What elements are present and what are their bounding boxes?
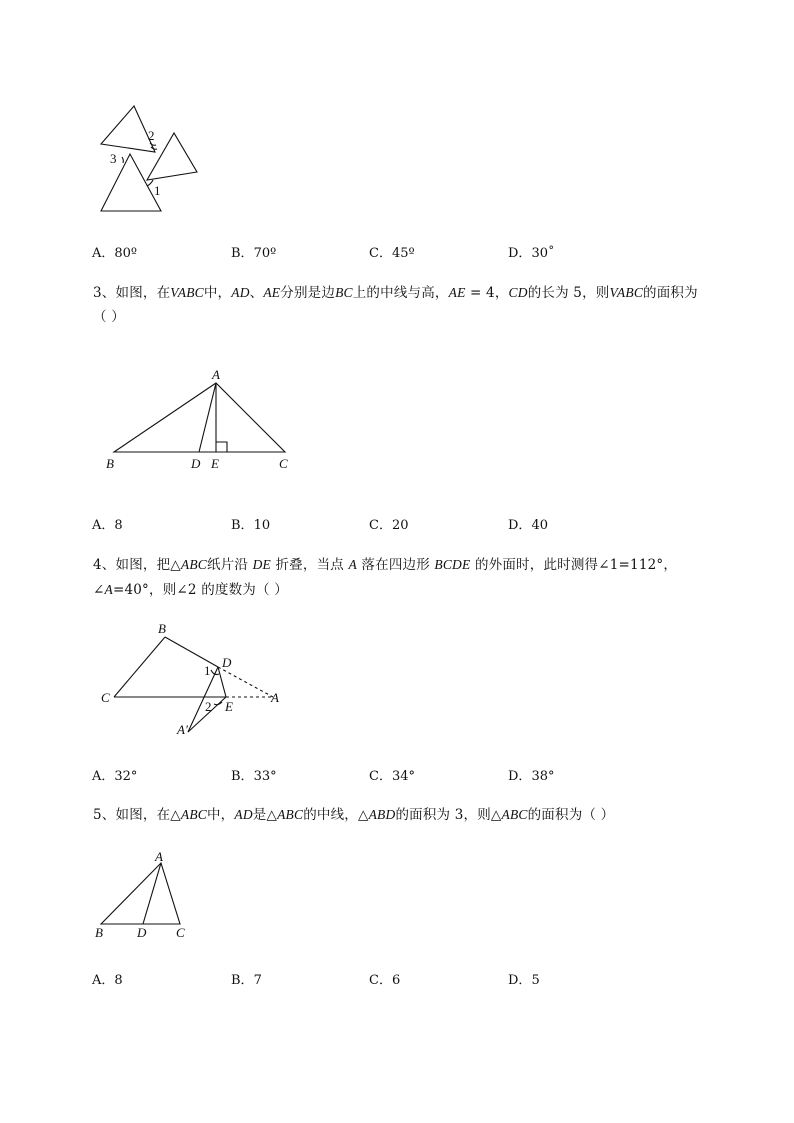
q3-label-c: C bbox=[279, 456, 288, 471]
q4-question-line-1: 4、如图，把△ABC纸片沿 DE 折叠，当点 A 落在四边形 BCDE 的外面时，此时测得∠1=112°， bbox=[93, 557, 678, 573]
q4-label-a-prime: A' bbox=[177, 722, 188, 737]
q3-label-a: A bbox=[212, 367, 220, 382]
q4-label-c: C bbox=[101, 690, 110, 705]
q4-question-line-2: ∠A=40°，则∠2 的度数为（ ） bbox=[93, 582, 288, 598]
q2-option-b: B．70º bbox=[231, 246, 277, 261]
q5-option-c: C．6 bbox=[369, 973, 401, 988]
q4-option-a: A．32° bbox=[92, 769, 138, 784]
q4-label-2: 2 bbox=[205, 699, 212, 714]
q2-label-1: 1 bbox=[154, 183, 161, 198]
q3-question-line-1: 3、如图，在VABC中，AD、AE分别是边BC上的中线与高，AE = 4，CD的长为 5，则VABC的面积为 bbox=[93, 285, 698, 301]
q3-option-c: C．20 bbox=[369, 518, 409, 533]
q3-label-e: E bbox=[211, 456, 219, 471]
q4-label-e: E bbox=[225, 699, 233, 714]
q3-option-b: B．10 bbox=[231, 518, 271, 533]
q5-label-d: D bbox=[137, 925, 147, 940]
q5-label-c: C bbox=[176, 925, 185, 940]
q5-question-line-1: 5、如图，在△ABC中，AD是△ABC的中线，△ABD的面积为 3，则△ABC的面积为（ ） bbox=[93, 807, 615, 823]
q2-option-c: C．45º bbox=[369, 246, 415, 261]
q5-triangle-abc bbox=[101, 863, 180, 924]
q2-option-d: D．30˚ bbox=[508, 246, 555, 261]
q3-label-b: B bbox=[106, 456, 114, 471]
q2-label-3: 3 bbox=[110, 151, 117, 166]
q3-label-d: D bbox=[191, 456, 201, 471]
q2-label-2: 2 bbox=[148, 128, 155, 143]
q3-option-d: D．40 bbox=[508, 518, 548, 533]
q5-option-b: B．7 bbox=[231, 973, 262, 988]
q5-option-d: D．5 bbox=[508, 973, 540, 988]
q4-option-b: B．33° bbox=[231, 769, 277, 784]
q2-option-a: A．80º bbox=[92, 246, 138, 261]
q3-option-a: A．8 bbox=[92, 518, 123, 533]
q4-option-c: C．34° bbox=[369, 769, 415, 784]
q3-question-line-2: （ ） bbox=[93, 309, 125, 325]
q4-label-1: 1 bbox=[204, 663, 211, 678]
q4-label-d: D bbox=[222, 655, 232, 670]
q4-option-d: D．38° bbox=[508, 769, 555, 784]
q4-label-b: B bbox=[158, 621, 166, 636]
q5-option-a: A．8 bbox=[92, 973, 123, 988]
q5-label-a: A bbox=[155, 849, 163, 864]
q4-label-a: A bbox=[271, 690, 279, 705]
q5-label-b: B bbox=[95, 925, 103, 940]
